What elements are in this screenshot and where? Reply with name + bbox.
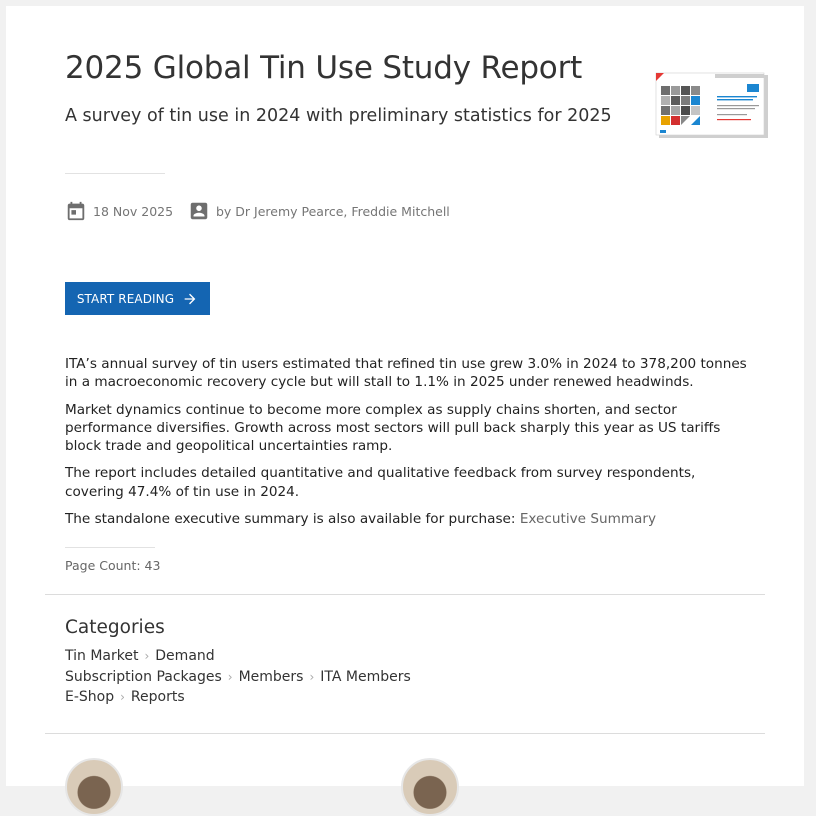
description-paragraph xyxy=(65,510,755,528)
category-link-e-shop[interactable]: E-Shop xyxy=(65,689,115,705)
publish-date-text: 18 Nov 2025 xyxy=(93,203,174,219)
page-count: Page Count: 43 xyxy=(65,558,161,573)
category-link-subscription-packages[interactable]: Subscription Packages xyxy=(65,669,222,685)
chevron-right-icon: › xyxy=(309,670,315,684)
person-icon xyxy=(188,200,210,222)
report-description xyxy=(65,355,755,537)
category-link-ita-members[interactable]: ITA Members xyxy=(320,669,411,685)
start-reading-label: START READING xyxy=(76,291,175,306)
report-card xyxy=(6,6,804,786)
executive-summary-prefix: The standalone executive summary is also available for purchase: xyxy=(65,511,520,528)
page-count-divider xyxy=(65,547,155,548)
start-reading-button[interactable] xyxy=(65,282,210,315)
author-info xyxy=(188,200,450,222)
title-divider xyxy=(65,173,165,174)
categories-heading: Categories xyxy=(65,617,165,638)
section-divider xyxy=(45,594,765,595)
calendar-icon xyxy=(65,200,87,222)
description-paragraph: Market dynamics continue to become more complex as supply chains shorten, and sector performance diversifies. Growth across most sectors will pull back sharply this year as US tariffs block trade and geopolitical uncertainties ramp. xyxy=(65,401,721,455)
category-breadcrumb xyxy=(65,648,215,664)
chevron-right-icon: › xyxy=(120,690,125,704)
category-link-demand[interactable]: Demand xyxy=(155,648,215,664)
description-paragraph: The report includes detailed quantitative and qualitative feedback from survey respondents, covering 47.4% of tin use in 2024. xyxy=(65,465,696,500)
category-link-tin-market[interactable]: Tin Market xyxy=(65,648,139,664)
section-divider xyxy=(45,733,765,734)
chevron-right-icon: › xyxy=(144,649,150,663)
report-cover-thumbnail[interactable] xyxy=(655,72,768,138)
category-link-reports[interactable]: Reports xyxy=(130,689,185,705)
page-subtitle: A survey of tin use in 2024 with preliminary statistics for 2025 xyxy=(65,106,612,126)
category-link-members[interactable]: Members xyxy=(238,669,304,685)
arrow-right-icon xyxy=(182,291,198,307)
authors-text: by Dr Jeremy Pearce, Freddie Mitchell xyxy=(216,203,450,219)
category-breadcrumb xyxy=(65,669,411,685)
executive-summary-link[interactable]: Executive Summary xyxy=(519,511,657,528)
author-avatar[interactable] xyxy=(401,758,459,816)
category-breadcrumb xyxy=(65,689,185,705)
page-title: 2025 Global Tin Use Study Report xyxy=(65,50,583,86)
publish-date xyxy=(65,200,173,222)
description-paragraph: ITA’s annual survey of tin users estimated that refined tin use grew 3.0% in 2024 to 378,200 tonnes in a macroeconomic recovery cycle but will stall to 1.1% in 2025 under renewed headwinds. xyxy=(65,356,747,391)
chevron-right-icon: › xyxy=(227,670,233,684)
author-avatar[interactable] xyxy=(65,758,123,816)
